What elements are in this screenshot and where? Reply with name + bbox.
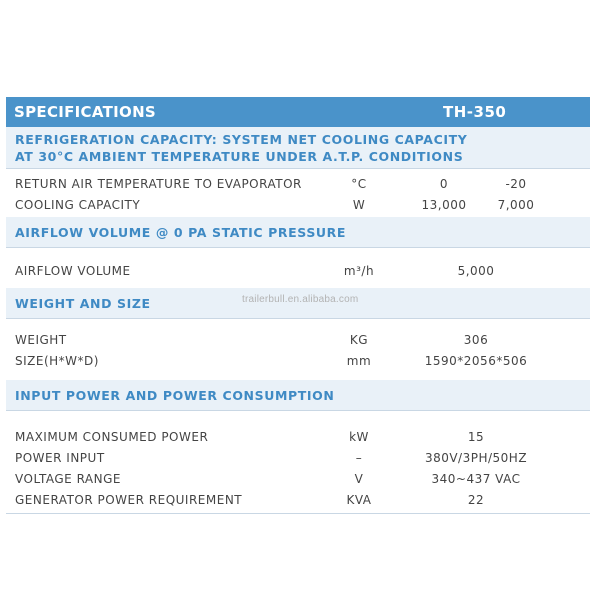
header-model: TH-350 xyxy=(443,103,507,121)
row-unit: °C xyxy=(351,177,367,191)
row-unit: – xyxy=(355,451,363,465)
table-row xyxy=(6,194,590,215)
table-row xyxy=(6,447,590,468)
spec-table xyxy=(6,97,590,514)
section-title-line: WEIGHT AND SIZE xyxy=(15,295,151,311)
row-value-2: -20 xyxy=(505,177,527,191)
row-unit: m³/h xyxy=(343,264,375,278)
table-row xyxy=(6,426,590,447)
row-label: SIZE(H*W*D) xyxy=(15,354,99,368)
row-label: COOLING CAPACITY xyxy=(15,198,141,212)
table-row xyxy=(6,260,590,281)
row-value: 22 xyxy=(467,493,485,507)
row-value-1: 13,000 xyxy=(421,198,467,212)
section-title-line: INPUT POWER AND POWER CONSUMPTION xyxy=(15,387,335,403)
row-unit: mm xyxy=(346,354,372,368)
row-label: MAXIMUM CONSUMED POWER xyxy=(15,430,209,444)
table-row xyxy=(6,350,590,371)
row-label: GENERATOR POWER REQUIREMENT xyxy=(15,493,243,507)
table-row xyxy=(6,489,590,510)
section-input-power xyxy=(6,380,590,410)
row-label: AIRFLOW VOLUME xyxy=(15,264,131,278)
section-rows xyxy=(6,168,590,217)
section-refrigeration-capacity xyxy=(6,127,590,168)
section-rows xyxy=(6,318,590,380)
row-value-1: 0 xyxy=(439,177,449,191)
row-label: RETURN AIR TEMPERATURE TO EVAPORATOR xyxy=(15,177,302,191)
spec-header xyxy=(6,97,590,127)
table-row xyxy=(6,329,590,350)
row-value: 1590*2056*506 xyxy=(424,354,528,368)
row-unit: W xyxy=(352,198,366,212)
section-rows xyxy=(6,247,590,288)
row-label: WEIGHT xyxy=(15,333,67,347)
row-label: POWER INPUT xyxy=(15,451,105,465)
row-unit: KG xyxy=(349,333,369,347)
watermark-text: trailerbull.en.alibaba.com xyxy=(242,294,359,305)
row-unit: kW xyxy=(349,430,369,444)
row-value: 380V/3PH/50HZ xyxy=(424,451,528,465)
section-airflow-volume xyxy=(6,217,590,247)
section-rows xyxy=(6,410,590,514)
section-title-line: AIRFLOW VOLUME @ 0 PA STATIC PRESSURE xyxy=(15,224,347,240)
row-value: 15 xyxy=(467,430,485,444)
row-value-2: 7,000 xyxy=(497,198,535,212)
row-value: 340~437 VAC xyxy=(431,472,521,486)
table-row xyxy=(6,173,590,194)
section-title-line: AT 30°C AMBIENT TEMPERATURE UNDER A.T.P. CONDITIONS xyxy=(15,148,464,164)
row-label: VOLTAGE RANGE xyxy=(15,472,121,486)
row-unit: V xyxy=(354,472,364,486)
table-row xyxy=(6,468,590,489)
row-value: 306 xyxy=(463,333,489,347)
header-title: SPECIFICATIONS xyxy=(14,103,157,121)
row-value: 5,000 xyxy=(457,264,495,278)
section-title-line: REFRIGERATION CAPACITY: SYSTEM NET COOLING CAPACITY xyxy=(15,131,468,147)
row-unit: KVA xyxy=(346,493,372,507)
